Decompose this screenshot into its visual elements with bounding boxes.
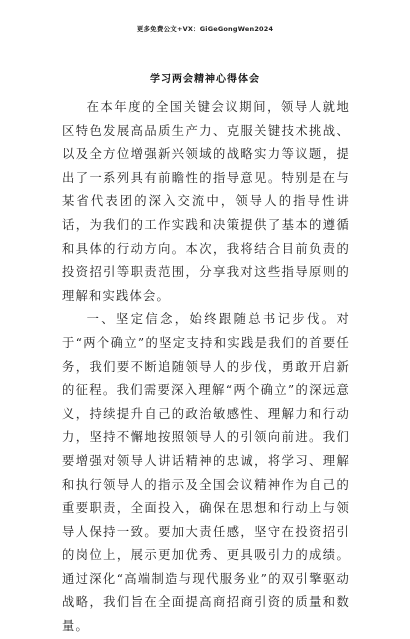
document-title: 学习两会精神心得体会 bbox=[150, 74, 260, 85]
header-note: 更多免费公文+VX：GiGeGongWen2024 bbox=[136, 25, 274, 33]
document-body bbox=[62, 96, 350, 639]
paragraph-intro: 在本年度的全国关键会议期间，领导人就地区特色发展高品质生产力、克服关键技术挑战、以及全方位增强新兴领域的战略实力等议题，提出了一系列具有前瞻性的指导意见。特别是在与某省代表团的深入交流中，领导人的指导性讲话，为我们的工作实践和决策提供了基本的遵循和具体的行动方向。本次，我将结合目前负责的投资招引等职责范围，分享我对这些指导原则的理解和实践体会。 bbox=[62, 100, 350, 303]
paragraph-section-one: 一、坚定信念，始终跟随总书记步伐。对于“两个确立”的坚定支持和实践是我们的首要任务，我们要不断追随领导人的步伐，勇敢开启新的征程。我们需要深入理解“两个确立”的深远意义，持续提升自己的政治敏感性、理解力和行动力，坚持不懈地按照领导人的引领向前进。我们要增强对领导人讲话精神的忠诚，将学习、理解和执行领导人的指示及全国会议精神作为自己的重要职责，全面投入，确保在思想和行动上与领导人保持一致。要加大责任感，坚守在投资招引的岗位上，展示更加优秀、更具吸引力的成绩。通过深化“高端制造与现代服务业”的双引擎驱动战略，我们旨在全面提高商招商引资的质量和数量。 bbox=[62, 312, 350, 634]
